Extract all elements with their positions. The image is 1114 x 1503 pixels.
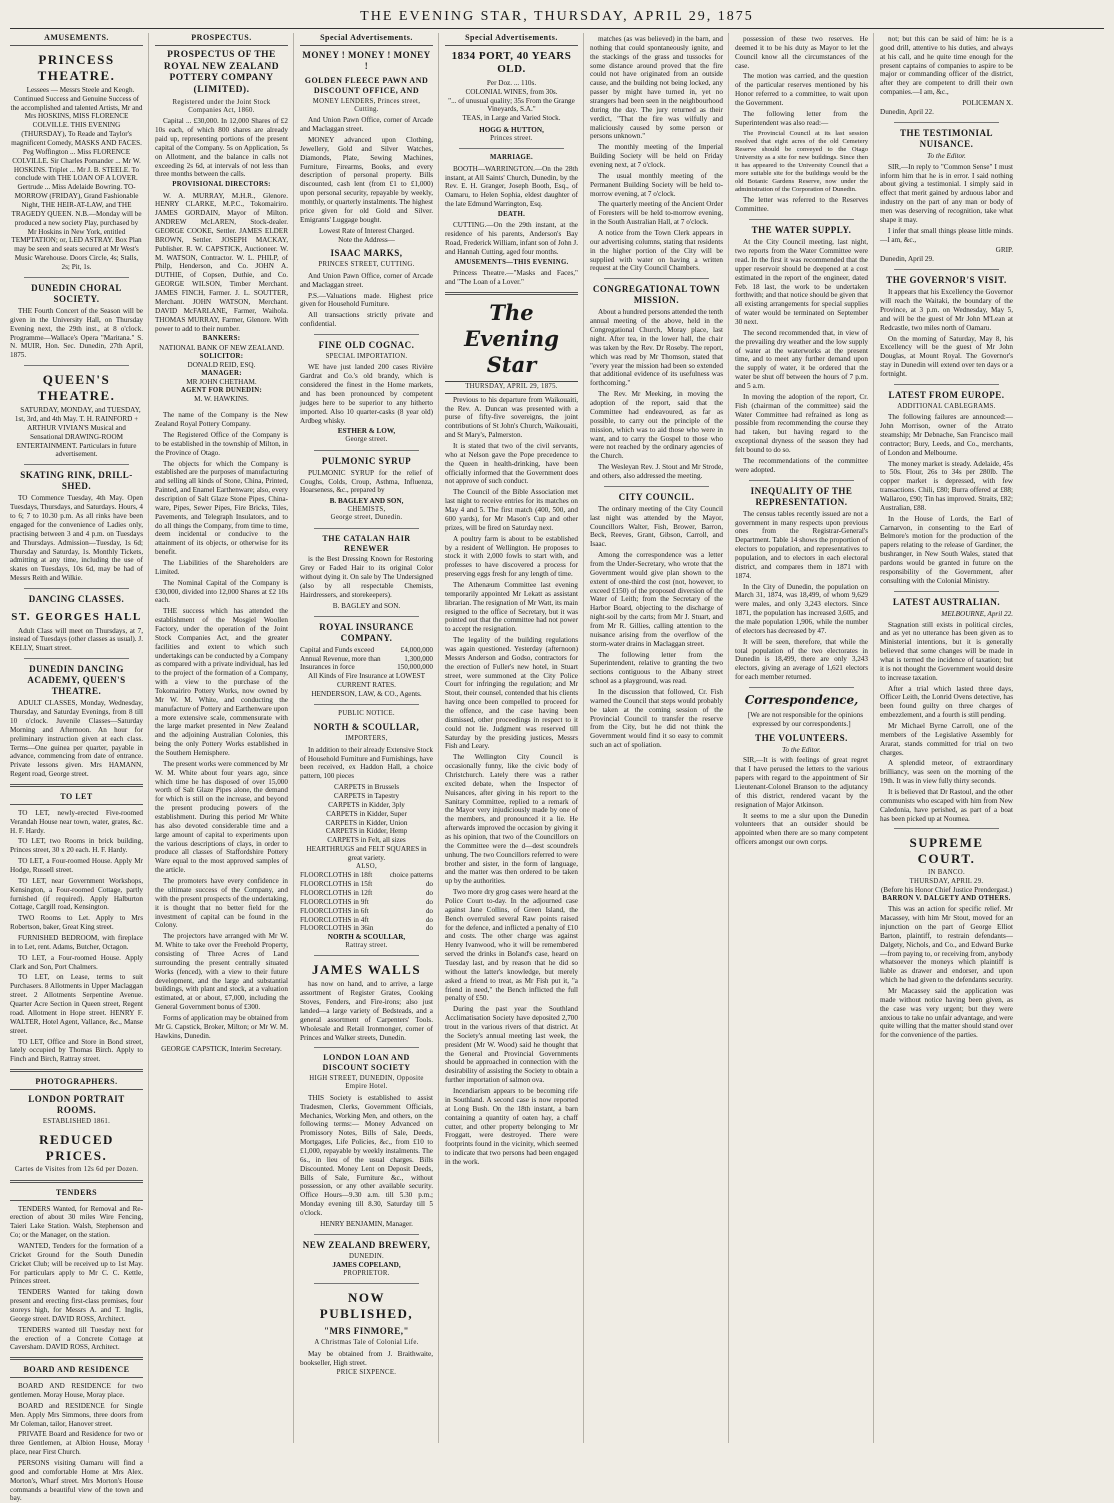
carpets-list: [300, 783, 433, 845]
princess-title: PRINCESS THEATRE.: [37, 51, 116, 83]
australian-paragraph: Stagnation still exists in political circles, and as yet no utterance has been given as to Ministerial intentions, but it is generally believed that some changes will be made in what is termed the incidence of taxation; but it is not thought the Government would desire to increase taxation.: [880, 620, 1013, 682]
north-text: In addition to their already Extensive Stock of Household Furniture and Furnishings, have been received, ex Haddon Hall, a choice pattern, 100 pieces: [300, 745, 433, 781]
bankers-label: BANKERS:: [202, 335, 241, 343]
tender-ad: TENDERS Wanted for taking down present and erecting first-class premises, four storeys high, for Messrs A. and T. Inglis, George street. DAVID ROSS, Architect.: [10, 1288, 143, 1323]
north-title: NORTH & SCOULLAR,: [313, 722, 420, 733]
brewery-city: DUNEDIN.: [348, 1252, 385, 1260]
water-paragraph: At the City Council meeting, last night, two reports from the Water Committee were read. In the first it was recommended that the upper reservoir should be deepened at a cost estimated in the report of the engineer, dated Feb. 18 last, the work to be undertaken forthwith; and that notice should be given that all existing arrangements for special supplies of water would be terminated on September 30 next.: [735, 238, 868, 326]
royal-row: Capital and Funds exceed £4,000,000: [300, 645, 433, 654]
column-7: [880, 33, 1018, 1443]
floorcloth-row: FLOORCLOTHS in 18ft choice patterns: [300, 871, 433, 880]
tender-ad: TENDERS wanted till Tuesday next for the erection of a Concrete Cottage at Caversham. DAVID ROSS, Architect.: [10, 1325, 143, 1352]
queens-text: SATURDAY, MONDAY, and TUESDAY, 1st, 3rd, and 4th May. T. H. RAINFORD + ARTHUR VIVIAN'S Musical and Sensational DRAWING-ROOM ENTERTAINMENT. Particulars in future advertisement.: [14, 406, 141, 459]
bankers-value: NATIONAL BANK OF NEW ZEALAND.: [159, 343, 284, 352]
tolet-ad: TO LET, two Rooms in brick building, Princes street, 30 x 20 each. H. F. Hardy.: [10, 837, 143, 855]
carpet-item: CARPETS in Tapestry: [333, 791, 400, 800]
marriage-text: BOOTH—WARRINGTON.—On the 28th instant, at All Saints' Church, Dunedin, by the Rev. E. H. Granger, Joseph Booth, Esq., of Oamaru, to Helen Sophia, eldest daughter of the late Edmund Warrington, Esq.: [445, 164, 578, 209]
hair-signature: B. BAGLEY and SON.: [332, 601, 401, 610]
tolet-ad: FURNISHED BEDROOM, with fireplace in to Let, rent. Adams, Butcher, Octagon.: [10, 934, 143, 951]
bagley-name: B. BAGLEY AND SON,: [329, 497, 404, 506]
editorial-paragraph: Two more dry grog cases were heard at the Police Court to-day. In the adjourned case against Jane Collins, of Green Island, the Bench overruled several Raw points raised for the defence, and inflicted a penalty of £10 and costs. The other charge was against Henry Ivanwood, who it will be remembered served the drinks in Boland's case, heard on Tuesday last, and by reason that he did so without the latter's knowledge, but merely asked a friend to treat, as Mr Fish put it, "a friend in need," the Bench inflicted the full penalty of £50.: [445, 888, 578, 1003]
court-sub: IN BANCO.: [927, 869, 966, 877]
water-paragraph: The second recommended that, in view of the prevailing dry weather and the low supply of water at the waterworks at the present time, and to meet any further demand upon the supply of water, it be ordered that the water be shut off between the hours of 7 p.m. and 5 a.m.: [735, 328, 868, 390]
north-signature: NORTH & SCOULLAR,: [327, 933, 406, 942]
marks-strict: All transactions strictly private and confidential.: [300, 311, 433, 329]
volunteers-paragraph: It seems to me a slur upon the Dunedin volunteers that an outsider should be appointed when there are so many competent officers amongst our own corps.: [735, 811, 868, 847]
running-head: [10, 6, 1104, 29]
choral-title: DUNEDIN CHORAL SOCIETY.: [31, 282, 122, 304]
money-title: MONEY ! MONEY ! MONEY !: [302, 49, 431, 71]
congregational-paragraph: The Wesleyan Rev. J. Stout and Mr Strode, and others, also addressed the meeting.: [590, 463, 723, 480]
court-paragraph: This was an action for specific relief. Mr Macassey, with him Mr Stout, moved for an injunction on the part of George Elliot Barton, plaintiff, to restrain defendants—Dalgety, Nichols, and Co., and Edward Burke—from paying to, or receiving from, anybody whatsoever the moneys which plaintiff is liable as drawer and endorser, and upon which he had given to the defendants security.: [880, 905, 1013, 985]
loan-address: HIGH STREET, DUNEDIN, Opposite Empire Hotel.: [309, 1075, 424, 1091]
editorial-paragraph: The legality of the building regulations was again questioned. Yesterday (afternoon) Messrs Anderson and Godso, contractors for the erection of Fuller's new hotel, in Stuart street, were summoned at the City Police Court for infringing the regulation; and Mr Stout, their counsel, contended that his clients having once been compelled to proceed for the offence, and the case having been dismissed, other proceedings in respect to it could not lie. Judgment was reserved till Saturday by the presiding justices, Messrs Fish and Leary.: [445, 636, 578, 751]
tolet-ad: TO LET, near Government Workshops, Kensington, a Four-roomed Cottage, partly furnished (if required). Apply Halburton Cottage, Cargill road, Kensington.: [10, 876, 143, 912]
marks-ps: P.S.—Valuations made. Highest price given for Household Furniture.: [300, 291, 433, 309]
inequality-paragraph: In the City of Dunedin, the population on March 31, 1874, was 18,499, of whom 9,629 were males, and only 3,243 electors. Since 1871, the population has increased 3,605, and the male population 1,906, while the number of electors has decreased by 47.: [735, 582, 868, 635]
prospectus-paragraph: Forms of application may be obtained from Mr G. Capstick, Broker, Milton; or Mr W. M. Hawkins, Dunedin.: [155, 1013, 288, 1040]
princess-text: Lessees — Messrs Steele and Keogh. Continued Success and Genuine Success of the accomplished and talented Artists, Mr and Mrs HOSKINS, MISS FLORENCE COLVILLE. THIS EVENING (THURSDAY), To Reade and Taylor's magnificent Comedy, MASKS AND FACES. Peg Woffington ... Miss FLORENCE COLVILLE. Sir Charles Pomander ... Mr W. HOSKINS. Triplet ... Mr J. B. STEELE. To conclude with THE LOAN OF A LOVER. Gertrude ... Miss Adelaide Bowring. TO-MORROW (FRIDAY), Grand Fashionable Night, THE HEIR-AT-LAW, and THE TRAGEDY QUEEN. N.B.—Monday will be produced a new society Play, purchased by Mr Hoskins in New York, entitled TEMPTATION; or, LED ASTRAY. Box Plan may be seen and seats secured at Mr West's Music Warehouse. Doors Circle, 4s; Stalls, 2s; Pit, 1s.: [10, 85, 143, 271]
pulmonic-title: PULMONIC SYRUP: [321, 455, 412, 466]
news-paragraph: The quarterly meeting of the Ancient Order of Foresters will be held to-morrow evening, in the South Australian Hall, at 7 o'clock.: [590, 200, 723, 227]
prospectus-header: PROSPECTUS.: [155, 33, 288, 46]
council-continued-paragraph: The Provincial Council at its last session resolved that eight acres of the old Cemetery Reserve should be conveyed to the Otago University as a site for new buildings. Since then it has appeared to the University Council that a more suitable site for the buildings would be the old Botanic Gardens Reserve, now under the administration of the Corporation of Dunedin.: [735, 129, 868, 194]
hair-text: is the Best Dressing Known for Restoring Grey or Faded Hair to its original Color without dying it. On sale by The Undersigned (also by all respectable Chemists, Hairdressers, and storekeepers).: [300, 555, 433, 599]
royal-text: All Kinds of Fire Insurance at LOWEST CURRENT RATES.: [308, 672, 425, 690]
board-ad: BOARD AND RESIDENCE for two gentlemen. Moray House, Moray place.: [10, 1382, 143, 1399]
column-6: [735, 33, 874, 1443]
lowest-rate: Lowest Rate of Interest Charged.: [318, 226, 415, 235]
congregational-paragraph: About a hundred persons attended the tenth annual meeting of the above, held in the Congregational Church, Moray place, last night. After tea, in the lower hall, the chair was taken by the Rev. Dr Roseby. The report, which was read by Mr Thomson, stated that "every year the mission had been so extended that additional evidence of its usefulness was forthcoming.": [590, 308, 723, 388]
manager-label: MANAGER:: [201, 369, 242, 377]
editorial-paragraph: The Wellington City Council is occasionally funny, like the civic body of Christchurch. Lately there was a rather excited debate, when the Inspector of Nuisances, after giving in his report to the Sanitary Committee, replied to a remark of the Mayor very injudiciously made by one of the members, and pronounced it a lie. He afterwards improved the occasion by giving it as his opinion, that two of the Councillors on the Committee were the d—dest scoundrels unhung. The two Councillors referred to were brother and sister, in the form of language, and the matter was then ordered to be taken up by the authorities.: [445, 753, 578, 886]
brewery-role: PROPRIETOR.: [343, 1270, 390, 1277]
prospectus-paragraph: The Liabilities of the Shareholders are Limited.: [155, 558, 288, 576]
testimonial-title: THE TESTIMONIAL NUISANCE.: [899, 127, 994, 149]
agent-label: AGENT FOR DUNEDIN:: [180, 387, 263, 395]
board-ad: PRIVATE Board and Residence for two or three Gentlemen, at Albion House, Moray place, near First Church.: [10, 1430, 143, 1457]
hogg-hutton: HOGG & HUTTON,: [479, 126, 544, 135]
marks-address: PRINCES STREET, CUTTING.: [318, 261, 415, 269]
photographers-header: PHOTOGRAPHERS.: [10, 1077, 143, 1090]
court-judge: (Before his Honor Chief Justice Prendergast.): [880, 886, 1013, 895]
cable-paragraph: In the House of Lords, the Earl of Carnarvon, in consenting to the Earl of Belmore's motion for the production of the papers relating to the release of Gardiner, the bushranger, in New South Wales, stated that pardons would be granted in future on the responsibility of the Government, after consulting with the Colonial Ministry.: [880, 514, 1013, 585]
floorcloth-row: FLOORCLOTHS in 15ft do: [300, 880, 433, 889]
australian-paragraph: After a trial which lasted three days, Officer Leith, the Lonrid Ovens detective, has been found guilty on three charges of embezzlement, and a fourth is still pending.: [880, 684, 1013, 720]
queens-title: QUEEN'S THEATRE.: [37, 372, 116, 404]
published-price: PRICE SIXPENCE.: [336, 1369, 397, 1377]
congregational-paragraph: The Rev. Mr Meeking, in moving the adoption of the report, said that the Committee had endeavoured, as far as possible, to carry out the principle of the mission, which was to aid those who were in want, and to carry the Gospel to those who were not reached by the ordinary agencies of the Church.: [590, 390, 723, 461]
council-paragraph: Among the correspondence was a letter from the Under-Secretary, who wrote that the Government would give plan shown to the extent of one-third the cost (not, however, to exceed £150) of the proposed diversion of the Water of Leith; from the Secretary of the Harbor Board, objecting to the discharge of night-soil by the carts; from Mr J. Stuart, and from Mr R. Gillies, calling attention to the nuisance arising from the overflow of the storm-water drains in Maclaggan street.: [590, 551, 723, 648]
cablegrams-title: ADDITIONAL CABLEGRAMS.: [897, 402, 996, 410]
also-label: ALSO,: [356, 862, 377, 870]
tender-ad: WANTED, Tenders for the formation of a Cricket Ground for the South Dunedin Cricket Club; will be received up to 1st May. For particulars apply to Mr C. C. Kettle, Princes street.: [10, 1241, 143, 1286]
hogg-address: Princes street.: [490, 135, 533, 143]
money-text: MONEY advanced upon Clothing, Jewellery, Gold and Silver Watches, Diamonds, Plate, Sewing Machines, Furniture, Firearms, Books, and every description of personal property. Bills discounted, cash lent (from £1 to £1,000) upon personal security, repayable by weekly, monthly, or quarterly instalments. The highest price given for old Gold and Silver. Emigrants' Luggage bought.: [300, 136, 433, 224]
testimonial-to: To the Editor.: [927, 151, 966, 160]
import-title: SPECIAL IMPORTATION.: [325, 353, 408, 360]
royal-row: Annual Revenue, more than 1,300,000: [300, 654, 433, 663]
column-5: [590, 33, 729, 1443]
academy-title: DUNEDIN DANCING ACADEMY, QUEEN'S THEATRE.: [27, 664, 126, 697]
marks-name: ISAAC MARKS,: [330, 248, 403, 259]
carpet-item: CARPETS in Brussels: [333, 783, 400, 792]
column-3: [300, 33, 439, 1443]
choral-text: THE Fourth Concert of the Season will be given in the University Hall, on Thursday Evening next, the 29th inst., at 8 o'clock. Programme—Wallace's Opera "Maritana." S. N. MUIR, Hon. Sec. Dunedin, 27th April, 1875.: [10, 306, 143, 360]
court-paragraph: Mr Macassey said the application was made without notice having been given, as the case was very urgent; but they were anxious to take no unfair advantage, and were quite willing that the matter should stand over for the convenience of the parties.: [880, 987, 1013, 1040]
tolet-header: TO LET: [10, 792, 143, 805]
loan-title: LONDON LOAN AND DISCOUNT SOCIETY: [322, 1053, 411, 1073]
amusements-tonight-header: AMUSEMENTS—THIS EVENING.: [454, 258, 569, 266]
letter-signature: POLICEMAN X.: [962, 99, 1013, 108]
skating-text: TO Commence Tuesday, 4th May. Open Tuesdays, Thursdays, and Saturdays. Hours, 4 to 6; 7 to 10.30 p.m. As all rinks have been engaged for the convenience of Ladies only, practising between 3 and 4 p.m. on Tuesdays and Thursdays. Admission—Tuesday, 1s 6d; Thursday and Saturday, 1s. Monthly Tickets, admitting at any time, including the use of skates on Tuesdays, 10s 6d, may be had of Messrs Reith and Wilkie.: [10, 494, 143, 583]
prospectus-paragraph: The Registered Office of the Company is to be established in the township of Milton, in the Province of Otago.: [155, 430, 288, 457]
column-1: [10, 33, 149, 1503]
prospectus-paragraph: The projectors have arranged with Mr W. M. White to take over the Freehold Property, consisting of Three Acres of Land surrounding the present centrally situated Works (fenced), with a view to their future development, and the large and substantial buildings, with plant and stock, at a valuation estimated, at or about, £7,000, including the General Government bonus of £300.: [155, 932, 288, 1012]
letter-date: Dunedin, April 22.: [880, 107, 934, 116]
correspondence-title: Correspondence,: [744, 693, 859, 708]
court-dateline: THURSDAY, APRIL 29.: [909, 877, 984, 885]
brewery-title: NEW ZEALAND BREWERY,: [302, 1239, 431, 1250]
australian-paragraph: A splendid meteor, of extraordinary brilliancy, was seen on the morning of the 19th. It was in view fully thirty seconds.: [880, 759, 1013, 786]
agent-value: M. W. HAWKINS.: [194, 395, 249, 404]
council-title: CITY COUNCIL.: [618, 491, 695, 502]
portrait-established: ESTABLISHED 1861.: [42, 1118, 111, 1126]
volunteers-paragraph: SIR,—It is with feelings of great regret that I have perused the letters to the various papers with regard to the appointment of Sir Lieutenant-Colonel Branson to the adjutancy of this district, rendered vacant by the resignation of Major Atkinson.: [735, 756, 868, 809]
news-paragraph: The usual monthly meeting of the Permanent Building Society will be held to-morrow evening, at 7 o'clock.: [590, 171, 723, 198]
news-paragraph: The monthly meeting of the Imperial Building Society will be held on Friday evening next, at 7 o'clock.: [590, 143, 723, 170]
nameplate: The Evening Star: [464, 299, 559, 377]
royal-agents: HENDERSON, LAW, & CO., Agents.: [311, 690, 422, 699]
council-paragraph: The following letter from the Superintendent, relative to granting the two sections contiguous to the Albany street school as a playground, was read.: [590, 650, 723, 686]
published-book: "MRS FINMORE,": [324, 1326, 409, 1337]
australian-paragraph: It is believed that Dr Rastoul, and the other communists who escaped with him from New Caledonia, have perished, as part of a boat has been picked up at Noumea.: [880, 787, 1013, 823]
volunteers-title: THE VOLUNTEERS.: [755, 732, 848, 743]
cognac-title: FINE OLD COGNAC.: [318, 339, 415, 350]
bagley-sub: CHEMISTS,: [347, 506, 386, 514]
column-4: [445, 33, 584, 1443]
dateline: THURSDAY, APRIL 29, 1875.: [445, 381, 578, 393]
walls-title: JAMES WALLS: [311, 962, 422, 978]
colonial-wines: COLONIAL WINES, from 30s.: [465, 87, 558, 96]
floorcloths-list: [300, 871, 433, 933]
letter-paragraph: not; but this can be said of him: he is a good drill, attentive to his duties, and always at his call, and he quite time enough for the present captains of companies to aspire to be major or commanding officer of the district, after they are competent to drill their own companies.—I am, &c.,: [880, 35, 1013, 97]
tolet-ad: TO LET, a Four-roomed House. Apply Mr Hodge, Russell street.: [10, 857, 143, 875]
editorial-paragraph: The Athenæum Committee last evening temporarily appointed Mr Lekatt as assistant librarian. The resignation of Mr Watt, its main resigned to the office of Secretary, but it was pointed out that the committee had not power to accept the resignation.: [445, 580, 578, 634]
marriage-header: MARRIAGE.: [490, 154, 533, 162]
prospectus-paragraph: The Nominal Capital of the Company is £30,000, divided into 12,000 Shares at £2 10s each.: [155, 578, 288, 605]
brewery-name: JAMES COPELAND,: [332, 1261, 401, 1270]
testimonial-date: Dunedin, April 29.: [880, 255, 934, 264]
tolet-ad: TO LET, on Lease, terms to suit Purchasers. 8 Allotments in Upper Maclaggan street. 2 Allotments Serpentine Avenue. Quarter Acre Section in Queen street, Regent road. Allotment in Hope street. HENRY F. WALTER, Hotel Agent, Vallance, &c., Manse street.: [10, 973, 143, 1035]
news-paragraph: matches (as was believed) in the barn, and nothing that could spontaneously ignite, and the stackings of the grass and tussocks for some distance around proved that the fire could not have originated from an outside cause, and the building not being locked, any passer by might have turned in, yet no strangers had been seen in the neighbourhood during the day. The jury returned as their verdict, "That the fire was wilfully and maliciously caused by some person or persons unknown.": [590, 35, 723, 141]
prospectus-paragraph: The objects for which the Company is established are the purposes of manufacturing and selling all kinds of Stone, China, Printed, Painted, and Enamel Earthenware; also, every description of Salt Glaze Stone Pipes, China-ware, Pipes, Sewer Pipes, Fire Bricks, Tiles, Pavements, and Telegraph Insulators, and to do all things the Company, from time to time, deem incidental or conducive to the attainment of its objects, or otherwise for its benefit.: [155, 459, 288, 557]
loan-text: THIS Society is established to assist Tradesmen, Clerks, Government Officials, Mechanics, Working Men, and others, on the following terms:— Money Advanced on Promissory Notes, Bills of Sale, Deeds, Mortgages, Life Policies, &c., from £10 to £1,000, repayable by weekly instalments. The 6s., in lieu of the usual charges. Bills Discounted. Money Lent on Deposit Deeds, Bills of Sale, Furniture &c., without possession, or any other available security. Office Hours—9.30 a.m. till 5.30 p.m.; Monday evening till 8.30, Saturday till 5 o'clock.: [300, 1093, 433, 1217]
latest-australian-title: LATEST AUSTRALIAN.: [892, 596, 1001, 607]
prospectus-paragraph: The present works were commenced by Mr W. M. White about four years ago, since which time he has disposed of over 15,000 worth of Salt Glaze Pipes alone, the demand for which is still on the increase, and beyond the present producing powers of the establishment. During this period Mr White has also devoted considerable time and a large amount of capital to experiments upon the various descriptions of clays, in order to produce all classes of Staffordshire Pottery Ware equal to the most approved samples of the article.: [155, 759, 288, 875]
council-continued-paragraph: The following letter from the Superintendent was also read:—: [735, 109, 868, 127]
cable-paragraph: The following failures are announced:—John Morrison, owner of the Atrato steamship; Mr Debnache, San Francisco mail contractor; Bury, Leeds, and Co., merchants, of London and Melbourne.: [880, 413, 1013, 457]
tolet-ad: TO LET, a Four-roomed House. Apply Clark and Son, Port Chalmers.: [10, 953, 143, 971]
reduced-text: Cartes de Visites from 12s 6d per Dozen.: [14, 1166, 139, 1174]
council-continued-paragraph: The letter was referred to the Reserves Committee.: [735, 196, 868, 214]
floorcloth-row: FLOORCLOTHS in 6ft do: [300, 906, 433, 915]
carpet-item: CARPETS in Kidder, Hemp: [325, 827, 408, 836]
marks-text: And Union Pawn Office, corner of Arcade and Maclaggan street.: [300, 271, 433, 289]
walls-text: has now on hand, and to arrive, a large assortment of Register Grates, Cooking Stoves, Fenders, and Fire-irons; also just landed—a large variety of Bedsteads, and a general assortment of Carpenters' Tools. Wholesale and Retail Ironmonger, corner of Princes and Walker streets, Dunedin.: [300, 980, 433, 1042]
prospectus-paragraph: The name of the Company is the New Zealand Royal Pottery Company.: [155, 411, 288, 429]
court-case: BARRON V. DALGETY AND OTHERS.: [882, 894, 1011, 902]
georges-text: Adult Class will meet on Thursdays, at 7, instead of Tuesdays (other classes as usual). J. KELLY, Stuart street.: [10, 626, 143, 653]
australian-paragraph: Mr Michael Byrne Carroll, one of the members of the Legislative Assembly for Ararat, stands committed for trial on two charges.: [880, 721, 1013, 757]
pulmonic-text: PULMONIC SYRUP for the relief of Coughs, Colds, Croup, Asthma, Influenza, Hoarseness, &c., prepared by: [300, 468, 433, 495]
solicitor-value: DONALD REID, ESQ.: [187, 360, 256, 369]
hair-title: THE CATALAN HAIR RENEWER: [322, 533, 411, 553]
teas: TEAS, in Large and Varied Stock.: [462, 114, 561, 123]
testimonial-paragraph: I infer that small things please little minds.—I am, &c.,: [880, 226, 1013, 244]
pottery-subtitle: Registered under the Joint Stock Companies Act, 1860.: [172, 98, 271, 114]
published-title: NOW PUBLISHED,: [319, 1290, 414, 1322]
tolet-ad: TWO Rooms to Let. Apply to Mrs Robertson, baker, Great King street.: [10, 914, 143, 932]
floorcloth-row: FLOORCLOTHS in 9ft do: [300, 897, 433, 906]
wine-quote: "... of unusual quality; 35s From the Grange Vineyards, S.A.": [448, 96, 575, 114]
import-text: WE have just landed 200 cases Rivière Gardrat and Co.'s old brandy, which is considered the finest in the Home markets, and has been pronounced by competent judges here to be superior to any hitherto imported. Also 10 quarter-casks (8 year old) Ardbeg whisky.: [300, 363, 433, 425]
manager-value: MR JOHN CHETHAM.: [186, 378, 257, 387]
inequality-paragraph: The census tables recently issued are not a government in many respects upon previous ones from the Registrar-General's Department. Table 14 shows the proportion of electors to population, and representatives to population, and to electors in each electoral district, and compares them in 1871 with 1874.: [735, 509, 868, 580]
volunteers-to: To the Editor.: [782, 745, 821, 754]
floorcloth-row: FLOORCLOTHS in 12ft do: [300, 888, 433, 897]
carpet-item: CARPETS in Kidder, Super: [326, 809, 407, 818]
governor-title: THE GOVERNOR'S VISIT.: [886, 275, 1007, 286]
correspondence-note: [We are not responsible for the opinions expressed by our correspondents.]: [747, 710, 864, 728]
golden-fleece-sub: MONEY LENDERS, Princes street, Cutting.: [312, 97, 421, 113]
editorial-paragraph: During the past year the Southland Acclimatisation Society have deposited 2,700 trout in the various rivers of that district. At the Society's annual meeting last week, the president (Mr W. Wood) said he thought that the General and Provincial Governments should be approached in connection with the desirability of assisting the Society to obtain a further importation of salmon ova.: [445, 1005, 578, 1085]
inequality-paragraph: It will be seen, therefore, that while the total population of the two electorates in Dunedin is 18,499, there are only 3,243 electors, giving an average of 1,621 electors for each member returned.: [735, 637, 868, 682]
prospectus-signature: GEORGE CAPSTICK, Interim Secretary.: [161, 1044, 282, 1053]
council-paragraph: In the discussion that followed, Cr. Fish warned the Council that steps would probably be taken at the coming session of the Provincial Council to transfer the reserve from the City, but he did not think the Government would find it so easy to commit such an act of spoliation.: [590, 688, 723, 750]
directors-label: PROVISIONAL DIRECTORS:: [172, 181, 271, 189]
carpet-item: CARPETS in Kidder, Union: [325, 818, 408, 827]
prospectus-paragraph: The promoters have every confidence in the ultimate success of the Company, and with the present prospects of the undertaking, it is thought that no better field for the investment of capital can be found in the Colony.: [155, 877, 288, 930]
editorial-paragraph: Incendiarism appears to be becoming rife in Southland. A second case is now reported at Long Bush. On the 18th instant, a barn containing a quantity of oaten hay, a chaff cutter, and other property belonging to Mr Froggatt, were destroyed. There were footprints found in the vicinity, which seemed to indicate that two persons had been engaged in the work.: [445, 1087, 578, 1166]
testimonial-paragraph: SIR,—In reply to "Common Sense" I must inform him that he is in error. I said nothing about giving a testimonial. I simply said in effect that merit gained by arduous labor and industry on the part of any man or body of men was deserving of recognition, take what shape it may.: [880, 162, 1013, 224]
port-price: Per Doz. ... 110s.: [486, 78, 537, 87]
tender-ad: TENDERS Wanted, for Removal and Re-erection of about 30 miles Wire Fencing, Taieri Lake Station. Walsh, Stephenson and Co; or the Manager, on the station.: [10, 1204, 143, 1240]
hearthrugs: HEARTHRUGS and FELT SQUARES in great variety.: [306, 845, 427, 862]
academy-text: ADULT CLASSES, Monday, Wednesday, Thursday, and Saturday Evenings, from 8 till 10 o'clock. Juvenile Classes—Saturday Morning and Afternoon. An hour for preliminary instruction given at each class. Terms—One guinea per quarter, payable in advance, commencing from date of entrance. Private lessons given. Mrs HAMANN, Regent road, George street.: [10, 699, 143, 779]
royal-row: Insurances in force 150,000,000: [300, 663, 433, 672]
georges-title: ST. GEORGES HALL: [11, 611, 142, 624]
editorial-paragraph: The Council of the Bible Association met last night to receive entries for its matches on May 4 and 5. The first match (400, 500, and 600 yards), for Mr Mason's Cup and other prizes, will be fired on Saturday next.: [445, 488, 578, 532]
column-2: [155, 33, 294, 1443]
north-signature-address: Rattray street.: [345, 942, 388, 950]
water-paragraph: In moving the adoption of the report, Cr. Fish (chairman of the committee) said the Water Committee had refrained as long as possible from recommending the course they had taken, but having regard to the exceptional dryness of the season they had felt bound to do so.: [735, 392, 868, 455]
directors-list: W. A. MURRAY, M.H.R., Glenore. HENRY CLARKE, M.P.C., Tokomairiro. JAMES GORDAIN, Mayor of Milton. ANDREW McLAREN, Stock-dealer. GEORGE COOKE, Settler. JAMES ELDER BROWN, Settler. JOSEPH MACKAY, Publisher. R. W. CAPSTICK, Auctioneer. W. M. WATSON, Contractor. W. L. PHILP, of Philp, Henderson, and Co. JOHN A. DUTHIE, of Copsen, Duthie, and Co. GEORGE WILSON, Timber Merchant. JAMES FINCH, Farmer. J. L. SOUTTER, Merchant. JOHN WATSON, Merchant. DAVID McFARLANE, Farmer, Waihola. THOMAS MURRAY, Farmer, Glenore. With power to add to their number.: [155, 191, 288, 333]
supreme-court-title: SUPREME COURT.: [909, 835, 984, 867]
board-ad: PERSONS visiting Oamaru will find a good and comfortable Home at Mrs Alex. Morton's, Wharf street. Mrs Morton's House commands a beautiful view of the town and bay.: [10, 1459, 143, 1503]
special-ads-header: Special Advertisements.: [300, 33, 433, 46]
solicitor-label: SOLICITOR:: [199, 352, 244, 360]
pottery-title: PROSPECTUS OF THE ROYAL NEW ZEALAND POTTERY COMPANY (LIMITED).: [163, 49, 280, 95]
lowe-address: George street.: [345, 436, 388, 444]
inequality-title: INEQUALITY OF THE REPRESENTATION.: [750, 485, 853, 507]
carpet-item: CARPETS in Kidder, 3ply: [328, 800, 405, 809]
royal-title: ROYAL INSURANCE COMPANY.: [319, 621, 414, 643]
golden-fleece-title: GOLDEN FLEECE PAWN AND DISCOUNT OFFICE, AND: [304, 75, 429, 95]
published-text: May be obtained from J. Braithwaite, bookseller, High street.: [300, 1349, 433, 1367]
board-ad: BOARD and RESIDENCE for Single Men. Apply Mrs Simmons, three doors from Mr Coleman, tailor, Hanover street.: [10, 1401, 143, 1428]
tolet-ad: TO LET, Office and Store in Bond street, lately occupied by Thomas Birch. Apply to Finch and Birch, Rattray street.: [10, 1037, 143, 1064]
floorcloth-row: FLOORCLOTHS in 36in do: [300, 924, 433, 933]
council-continued-paragraph: possession of these two reserves. He deemed it to be his duty as Mayor to let the Council know all the circumstances of the case.: [735, 35, 868, 70]
amusements-header: AMUSEMENTS.: [10, 33, 143, 46]
public-notice: PUBLIC NOTICE.: [338, 709, 395, 717]
skating-title: SKATING RINK, DRILL-SHED.: [20, 470, 133, 492]
death-text: CUTTING.—On the 29th instant, at the residence of his parents, Anderson's Bay Road, Frederick William, infant son of John J. and Hannah Cutting, aged four months.: [445, 221, 578, 256]
prospectus-paragraph: THE success which has attended the establishment of the Mosgiel Woollen Factory, under the operation of the Joint Stock Companies Act, and the greater facilities and extent to which such undertakings can be conducted by a Company as compared with a private individual, has led to the project of the formation of a Company, with a view to the purchase of the Tokomairiro Pottery Works, now owned by Mr W. M. White, and conducting the manufacture of Pottery and Earthenware upon a more extensive scale, commensurate with the large market presented in New Zealand and the adjoining Australian Colonies, this being the only Pottery Works established in the Southern Hemisphere.: [155, 607, 288, 758]
news-paragraph: A notice from the Town Clerk appears in our advertising columns, stating that residents in the higher portion of the City will be supplied with water on having a written request at the City Council Chambers.: [590, 229, 723, 273]
floorcloth-row: FLOORCLOTHS in 4ft do: [300, 915, 433, 924]
note-address: Note the Address—: [338, 235, 395, 244]
special-ads-header-2: Special Advertisements.: [445, 33, 578, 46]
lowe-name: ESTHER & LOW,: [337, 427, 396, 436]
bagley-address: George street, Dunedin.: [330, 514, 403, 522]
columns: [10, 33, 1104, 1503]
governor-paragraph: It appears that his Excellency the Governor will reach the Waitaki, the boundary of the Province, at 3 p.m. on Wednesday, May 5, and will be the guest of Mr John M'Lean at Redcastle, two miles north of Oamaru.: [880, 288, 1013, 332]
water-paragraph: The recommendations of the committee were adopted.: [735, 456, 868, 474]
portrait-title: LONDON PORTRAIT ROOMS.: [28, 1093, 125, 1115]
amusements-tonight-text: Princess Theatre.—"Masks and Faces," and "The Loan of a Lover.": [445, 269, 578, 287]
published-sub: A Christmas Tale of Colonial Life.: [314, 1339, 419, 1347]
water-title: THE WATER SUPPLY.: [751, 225, 852, 236]
north-sub: IMPORTERS,: [345, 735, 388, 743]
editorial-paragraph: Previous to his departure from Waikouaiti, the Rev. A. Duncan was presented with a purse of fifty-five sovereigns, the joint contributions of St John's Church, Waikouaiti, and St Mary's, Palmerston.: [445, 395, 578, 440]
running-head-text: THE EVENING STAR, THURSDAY, APRIL 29, 1875: [360, 9, 754, 24]
cable-paragraph: The money market is steady. Adelaide, 45s to 50s. Flour, 26s to 34s per 280lb. The copper market is depressed, with few transactions. Chili, £80; Burra offered at £88; Wallaroo, £90; Tin has improved. Straits, £82; Australian, £88.: [880, 459, 1013, 512]
dancing-title: DANCING CLASSES.: [28, 593, 125, 604]
latest-europe-title: LATEST FROM EUROPE.: [888, 389, 1005, 400]
australian-dateline: MELBOURNE, April 22.: [941, 609, 1013, 618]
council-paragraph: The ordinary meeting of the City Council last night was attended by the Mayor, Councillors Walter, Fish, Brower, Barron, Beck, Reeves, Grant, Gibson, Carroll, and Isaac.: [590, 504, 723, 549]
tolet-ad: TO LET, newly-erected Five-roomed Verandah House near town, water, grates, &c. H. F. Hardy.: [10, 808, 143, 835]
council-continued-paragraph: The motion was carried, and the question of the particular reserves mentioned by his Honor referred to a committee, to wait upon the Government.: [735, 72, 868, 108]
death-header: DEATH.: [497, 211, 526, 219]
governor-paragraph: On the morning of Saturday, May 8, his Excellency will be the guest of Mr John Douglas, at Mount Royal. The Governor's stay in Dunedin will extend over ten days or a fortnight.: [880, 334, 1013, 378]
congregational-title: CONGREGATIONAL TOWN MISSION.: [592, 284, 721, 306]
editorial-paragraph: A poultry farm is about to be established by a resident of Wellington. He proposes to stock it with 2,000 fowls to start with, and professes to have discovered a process for preserving eggs fresh for any length of time.: [445, 534, 578, 579]
carpet-item: CARPETS in Felt, all sizes: [327, 836, 406, 845]
board-header: BOARD AND RESIDENCE: [10, 1365, 143, 1378]
tenders-header: TENDERS: [10, 1188, 143, 1201]
golden-fleece-text: And Union Pawn Office, corner of Arcade and Maclaggan street.: [300, 116, 433, 134]
reduced-title: REDUCED PRICES.: [39, 1132, 114, 1164]
port-title: 1834 PORT, 40 YEARS OLD.: [451, 49, 572, 76]
loan-signature: HENRY BENJAMIN, Manager.: [320, 1219, 413, 1228]
editorial-paragraph: It is stated that two of the civil servants, who at Nelson gave the Pope precedence to the Queen in health-drinking, have been officially informed that the Government does not approve of such conduct.: [445, 442, 578, 486]
royal-table: [300, 646, 433, 673]
testimonial-signature: GRIP.: [995, 246, 1013, 255]
pottery-capital: Capital ... £30,000. In 12,000 Shares of £2 10s each, of which 800 shares are already paid up, representing portions of the present capital of the Company. 5s on Application, 5s on Allotment, and the balance in calls not exceeding 2s 6d, at intervals of not less than three months between the calls.: [155, 117, 288, 179]
